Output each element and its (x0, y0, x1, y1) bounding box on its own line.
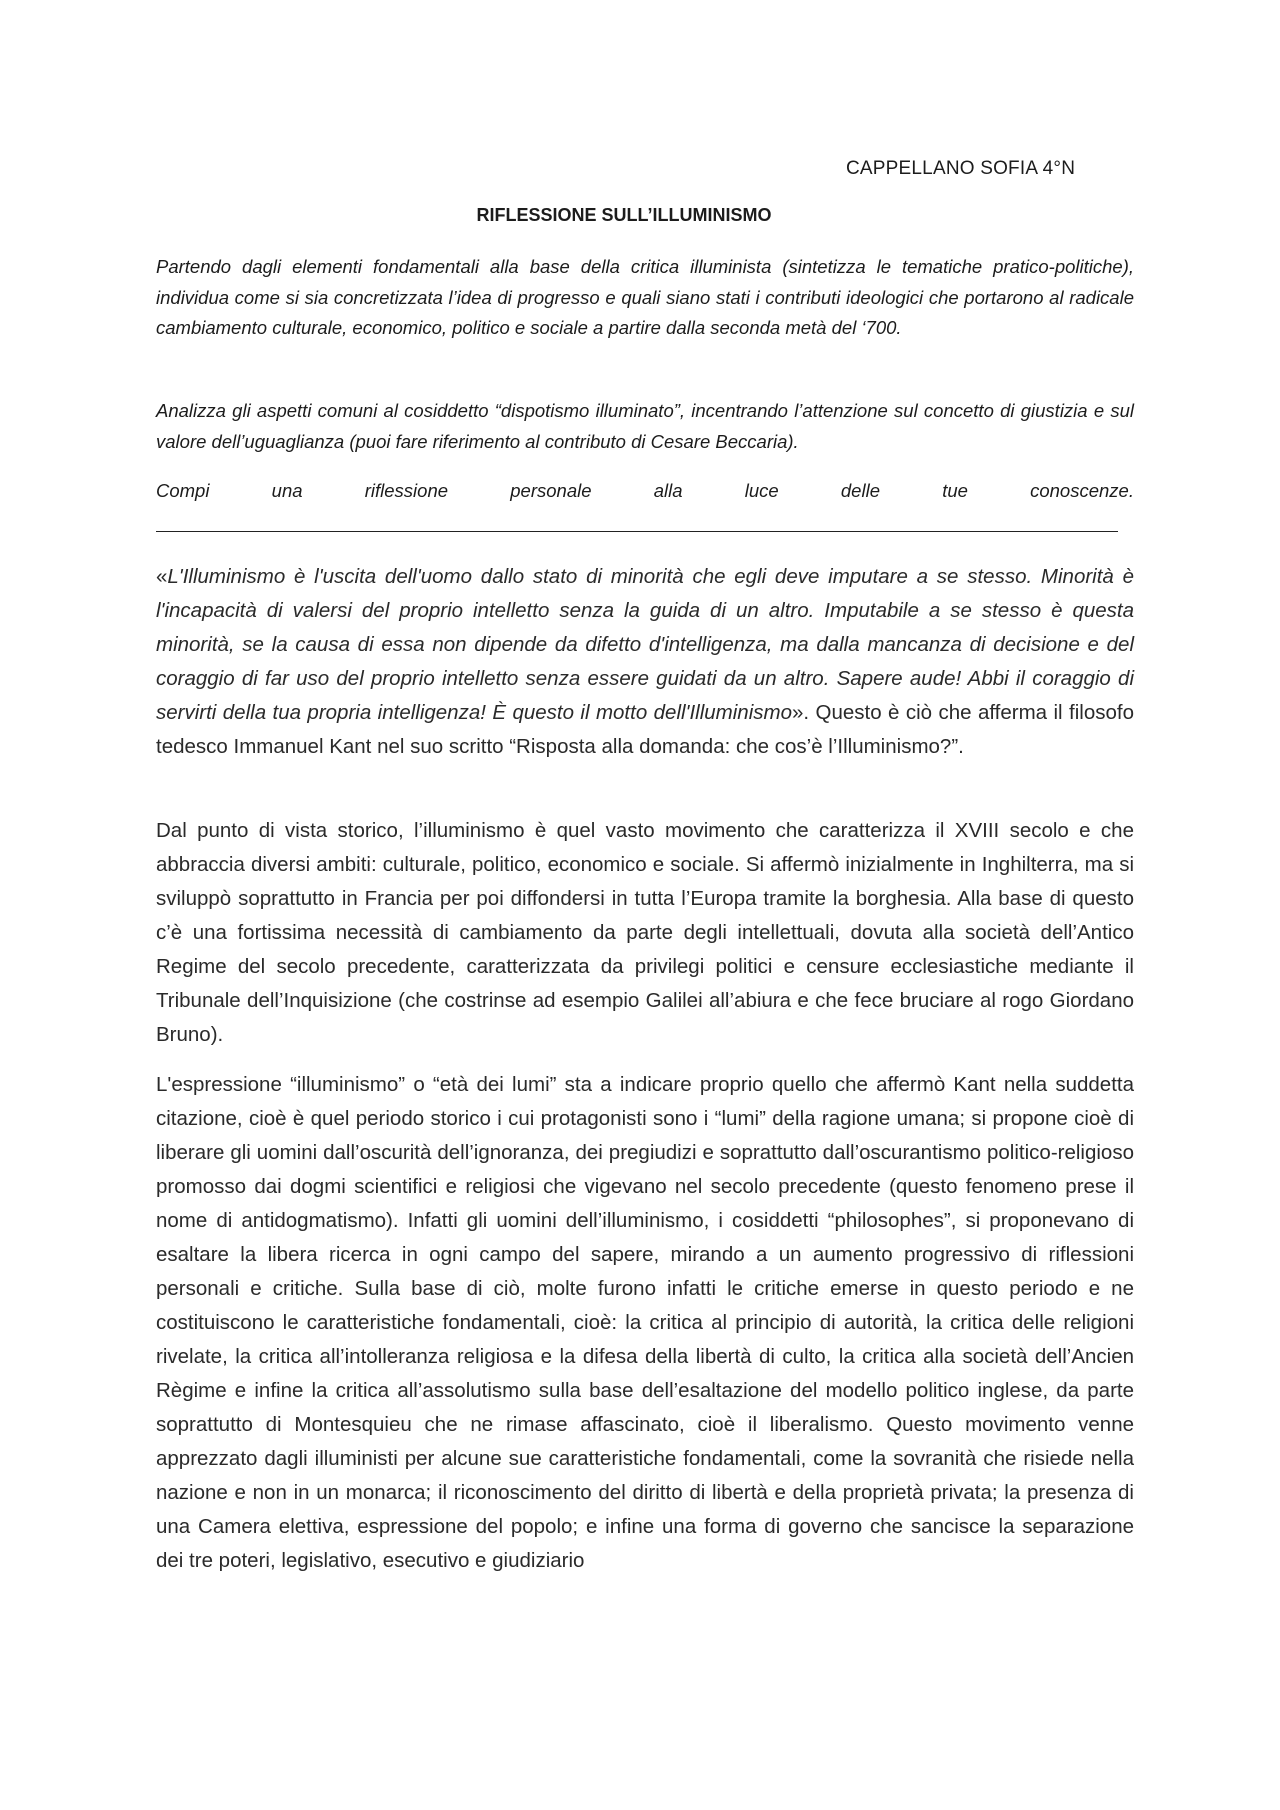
assignment-prompt-2: Analizza gli aspetti comuni al cosiddetto “dispotismo illuminato”, incentrando l’attenzione sul concetto di giustizia e sul valore dell’uguaglianza (puoi fare riferimento al contributo di Cesare Beccaria). (156, 400, 1134, 452)
prompt-word: riflessione (364, 480, 449, 501)
prompt-word: alla (653, 480, 683, 501)
assignment-prompt-3 (156, 476, 1134, 507)
prompt-word: luce (744, 480, 779, 501)
quote-open-mark: « (156, 565, 168, 588)
prompt-word: delle (840, 480, 880, 501)
assignment-prompt-1: Partendo dagli elementi fondamentali alla base della critica illuminista (sintetizza le tematiche pratico-politiche), individua come si sia concretizzata l’idea di progresso e quali siano stati i contributi ideologici che portarono al radicale cambiamento culturale, economico, politico e sociale a partire dalla seconda metà del ‘700. (156, 256, 1134, 338)
prompt-word: conoscenze. (1030, 480, 1134, 501)
essay-paragraph-2: Dal punto di vista storico, l’illuminismo è quel vasto movimento che caratterizza il XVIII secolo e che abbraccia diversi ambiti: culturale, politico, economico e sociale. Si affermò inizialmente in Inghilterra, ma si sviluppò soprattutto in Francia per poi diffondersi in tutta l’Europa tramite la borghesia. Alla base di questo c’è una fortissima necessità di cambiamento da parte degli intellettuali, dovuta alla società dell’Antico Regime del secolo precedente, caratterizzata da privilegi politici e censure ecclesiastiche mediante il Tribunale dell’Inquisizione (che costrinse ad esempio Galilei all’abiura e che fece bruciare al rogo Giordano Bruno). (156, 819, 1134, 1046)
prompt-word: una (271, 480, 303, 501)
essay-paragraph-3: L'espressione “illuminismo” o “età dei lumi” sta a indicare proprio quello che affermò Kant nella suddetta citazione, cioè è quel periodo storico i cui protagonisti sono i “lumi” della ragione umana; si propone cioè di liberare gli uomini dall’oscurità dell’ignoranza, dei pregiudizi e soprattutto dall’oscurantismo politico-religioso promosso dai dogmi scientifici e religiosi che vigevano nel secolo precedente (questo fenomeno prese il nome di antidogmatismo). Infatti gli uomini dell’illuminismo, i cosiddetti “philosophes”, si proponevano di esaltare la libera ricerca in ogni campo del sapere, mirando a un aumento progressivo di riflessioni personali e critiche. Sulla base di ciò, molte furono infatti le critiche emerse in questo periodo e ne costituiscono le caratteristiche fondamentali, cioè: la critica al principio di autorità, la critica delle religioni rivelate, la critica all’intolleranza religiosa e la difesa della libertà di culto, la critica alla società dell’Ancien Règime e infine la critica all’assolutismo sulla base dell’esaltazione del modello politico inglese, da parte soprattutto di Montesquieu che ne rimase affascinato, cioè il liberalismo. Questo movimento venne apprezzato dagli illuministi per alcune sue caratteristiche fondamentali, come la sovranità che risiede nella nazione e non in un monarca; il riconoscimento del diritto di libertà e della proprietà privata; la presenza di una Camera elettiva, espressione del popolo; e infine una forma di governo che sancisce la separazione dei tre poteri, legislativo, esecutivo e giudiziario (156, 1073, 1134, 1572)
prompt-word: tue (942, 480, 968, 501)
separator-line (156, 531, 1118, 532)
kant-quote: L'Illuminismo è l'uscita dell'uomo dallo stato di minorità che egli deve imputare a se stesso. Minorità è l'incapacità di valersi del proprio intelletto senza la guida di un altro. Imputabile a se stesso è questa minorità, se la causa di essa non dipende da difetto d'intelligenza, ma dalla mancanza di decisione e del coraggio di far uso del proprio intelletto senza essere guidati da un altro. Sapere aude! Abbi il coraggio di servirti della tua propria intelligenza! È questo il motto dell'Illuminismo (156, 565, 1134, 724)
essay-paragraph-1 (156, 560, 1134, 764)
document-title: RIFLESSIONE SULL’ILLUMINISMO (476, 205, 772, 225)
prompt-word: Compi (156, 480, 210, 501)
prompt-word: personale (510, 480, 592, 501)
paragraph-text: ». Questo è ciò che afferma il filosofo tedesco Immanuel Kant nel suo scritto “Risposta alla domanda: che cos’è l’Illuminismo?”. (156, 701, 1134, 758)
author-name: CAPPELLANO SOFIA 4°N (846, 158, 1076, 179)
